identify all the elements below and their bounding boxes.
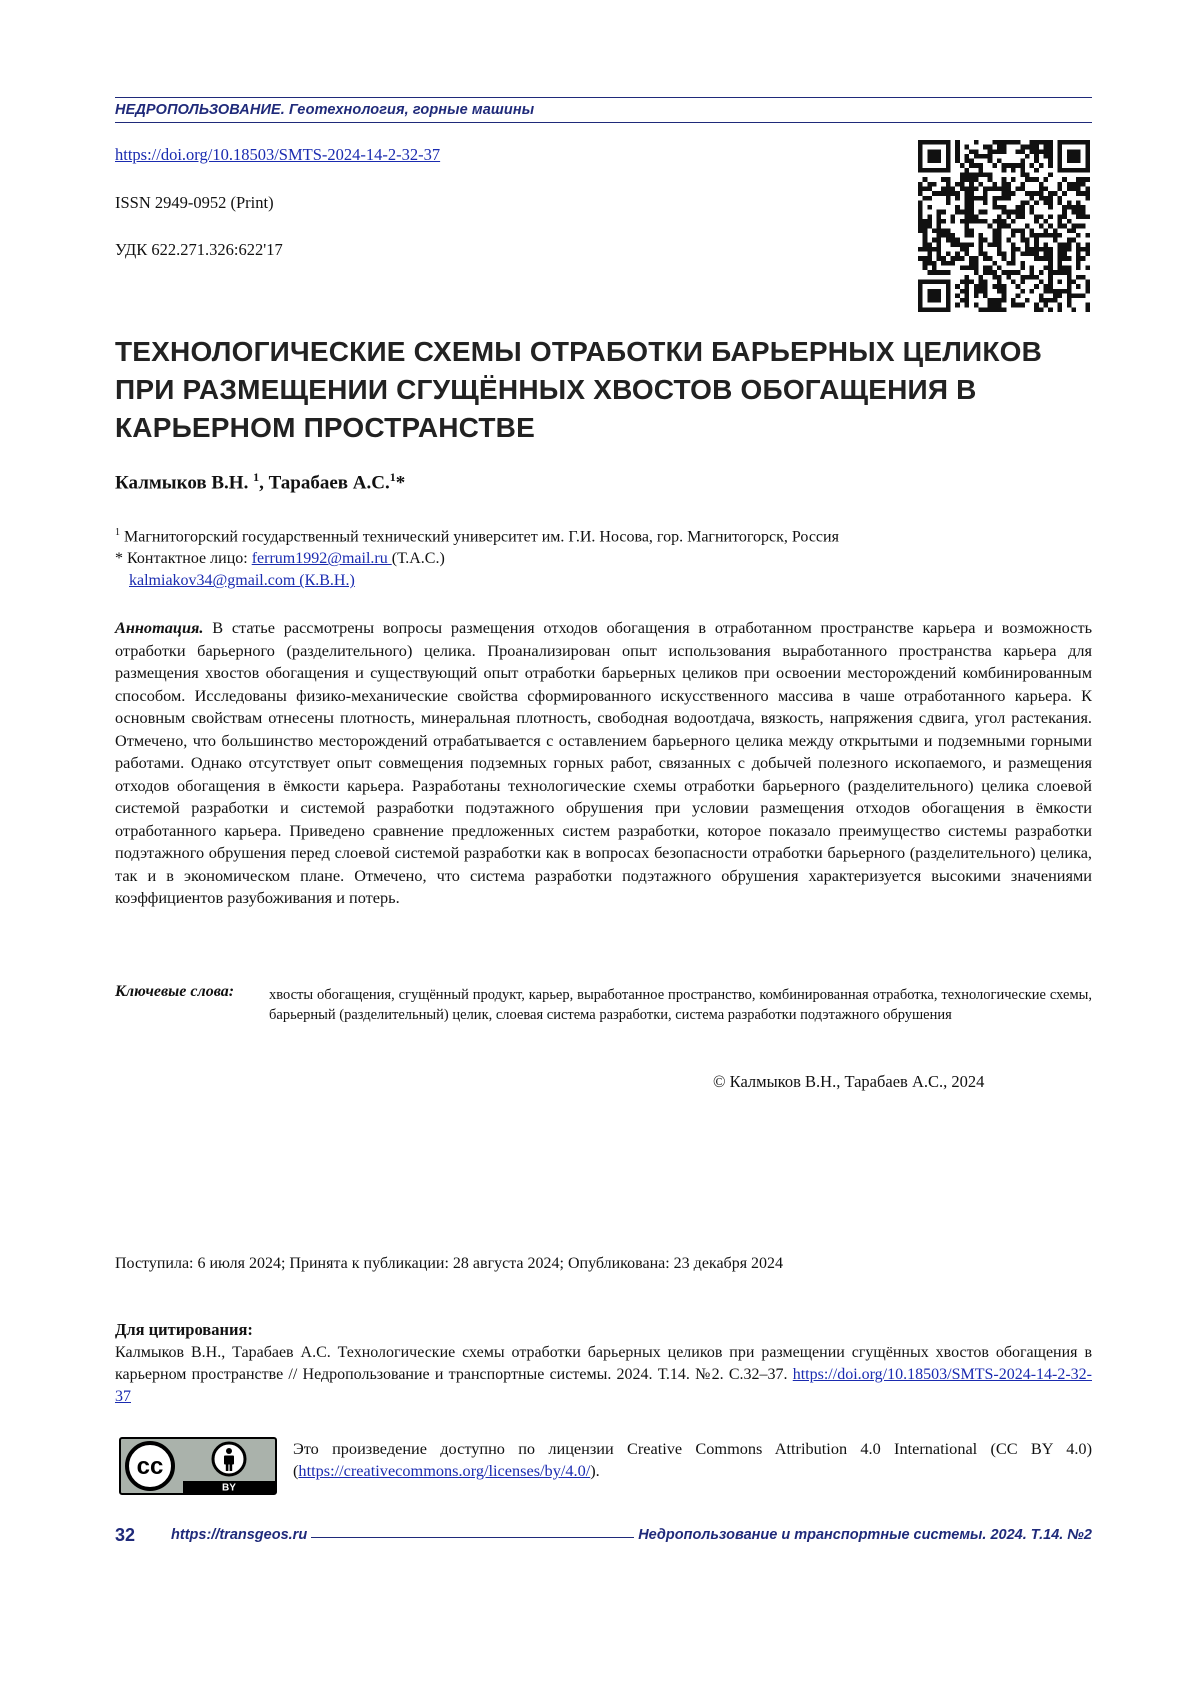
section-name: НЕДРОПОЛЬЗОВАНИЕ. — [115, 102, 285, 118]
affiliation-number: 1 — [115, 527, 120, 538]
header-top-rule — [115, 97, 1092, 98]
affiliation-text: Магнитогорский государственный технический университет им. Г.И. Носова, гор. Магнитогорск, Россия — [120, 528, 839, 545]
author-separator: , — [259, 472, 269, 493]
header-rule — [115, 122, 1092, 123]
citation — [115, 1342, 1092, 1408]
contact-label: * Контактное лицо: — [115, 550, 252, 567]
author-2-affiliation: 1 — [390, 470, 396, 484]
badge-cc-label: cc — [137, 1453, 164, 1480]
license-end: ). — [590, 1461, 600, 1480]
qr-code — [918, 140, 1090, 312]
corresponding-mark: * — [396, 472, 406, 493]
affiliation-1 — [115, 522, 839, 548]
copyright: © Калмыков В.Н., Тарабаев А.С., 2024 — [713, 1072, 984, 1092]
authors — [115, 470, 405, 494]
journal-section-header — [115, 102, 534, 118]
page-number: 32 — [115, 1525, 135, 1546]
license-text — [293, 1438, 1092, 1482]
citation-title: Для цитирования: — [115, 1320, 253, 1340]
contact-line — [115, 548, 839, 570]
cc-by-license-icon — [119, 1437, 277, 1495]
page-footer — [115, 1522, 1092, 1548]
section-subname: Геотехнология, горные машины — [285, 102, 534, 118]
keywords-label: Ключевые слова: — [115, 983, 234, 1001]
email-1-owner: (Т.А.С.) — [392, 550, 445, 567]
footer-journal: Недропользование и транспортные системы. 2024. Т.14. №2 — [638, 1527, 1092, 1543]
author-1: Калмыков В.Н. — [115, 472, 248, 493]
person-icon — [213, 1443, 245, 1475]
badge-by-label: BY — [222, 1483, 236, 1494]
affiliations — [115, 522, 839, 592]
abstract — [115, 617, 1092, 910]
keywords-text: хвосты обогащения, сгущённый продукт, карьер, выработанное пространство, комбинированная отработка, технологические схемы, барьерный (разделительный) целик, слоевая система разработки, система разработки подэтажного обрушения — [269, 985, 1092, 1025]
author-2: Тарабаев А.С. — [269, 472, 390, 493]
author-1-affiliation: 1 — [253, 470, 259, 484]
article-title: ТЕХНОЛОГИЧЕСКИЕ СХЕМЫ ОТРАБОТКИ БАРЬЕРНЫХ ЦЕЛИКОВ ПРИ РАЗМЕЩЕНИИ СГУЩЁННЫХ ХВОСТОВ ОБОГАЩЕНИЯ В КАРЬЕРНОМ ПРОСТРАНСТВЕ — [115, 333, 1055, 447]
abstract-text: В статье рассмотрены вопросы размещения отходов обогащения в отработанном пространстве карьера и возможность отработки барьерного (разделительного) целика. Проанализирован опыт использования выработанного пространства карьера для размещения хвостов обогащения и существующий опыт отработки барьерных целиков при освоении месторождений комбинированным способом. Исследованы физико-механические свойства сформированного искусственного массива в чаше отработанного карьера. К основным свойствам отнесены плотность, минеральная плотность, свободная водоотдача, вязкость, напряжения сдвига, угол растекания. Отмечено, что большинство месторождений отрабатывается с оставлением барьерного целика между открытыми и подземными горными работами. Однако отсутствует опыт совмещения подземных горных работ, связанных с добычей полезного ископаемого, и размещения отходов обогащения в ёмкости карьера. Разработаны технологические схемы отработки барьерного (разделительного) целика слоевой системой разработки и системой разработки подэтажного обрушения при условии размещения отходов обогащения в ёмкости отработанного карьера. Приведено сравнение предложенных систем разработки, которое показало преимущество системы разработки подэтажного обрушения перед слоевой системой разработки как в вопросах безопасности отработки барьерного (разделительного) целика, так и в экономическом плане. Отмечено, что система разработки подэтажного обрушения характеризуется высокими значениями коэффициентов разубоживания и потерь. — [115, 618, 1092, 907]
email-link-1[interactable]: ferrum1992@mail.ru — [252, 550, 392, 567]
license-url-link[interactable]: https://creativecommons.org/licenses/by/4.0/ — [298, 1461, 590, 1480]
udk: УДК 622.271.326:622'17 — [115, 240, 283, 260]
doi-line — [115, 145, 440, 165]
citation-doi-link[interactable]: https://doi.org/10.18503/SMTS-2024-14-2-32-37 — [115, 1366, 1092, 1405]
contact-line-2 — [115, 570, 839, 592]
publication-dates: Поступила: 6 июля 2024; Принята к публикации: 28 августа 2024; Опубликована: 23 декабря 2024 — [115, 1255, 783, 1273]
license-statement: Это произведение доступно по лицензии Creative Commons Attribution 4.0 International (CC BY 4.0) ( — [293, 1439, 1092, 1480]
issn: ISSN 2949-0952 (Print) — [115, 193, 274, 213]
citation-text: Калмыков В.Н., Тарабаев А.С. Технологические схемы отработки барьерных целиков при размещении сгущённых хвостов обогащения в карьерном пространстве // Недропользование и транспортные системы. 2024. Т.14. №2. С.32–37. — [115, 1344, 1092, 1383]
footer-rule — [311, 1537, 634, 1538]
footer-site-link[interactable]: https://transgeos.ru — [171, 1527, 307, 1543]
abstract-label: Аннотация. — [115, 618, 203, 637]
doi-link[interactable]: https://doi.org/10.18503/SMTS-2024-14-2-32-37 — [115, 145, 440, 164]
email-link-2[interactable]: kalmiakov34@gmail.com (К.В.Н.) — [129, 572, 355, 589]
